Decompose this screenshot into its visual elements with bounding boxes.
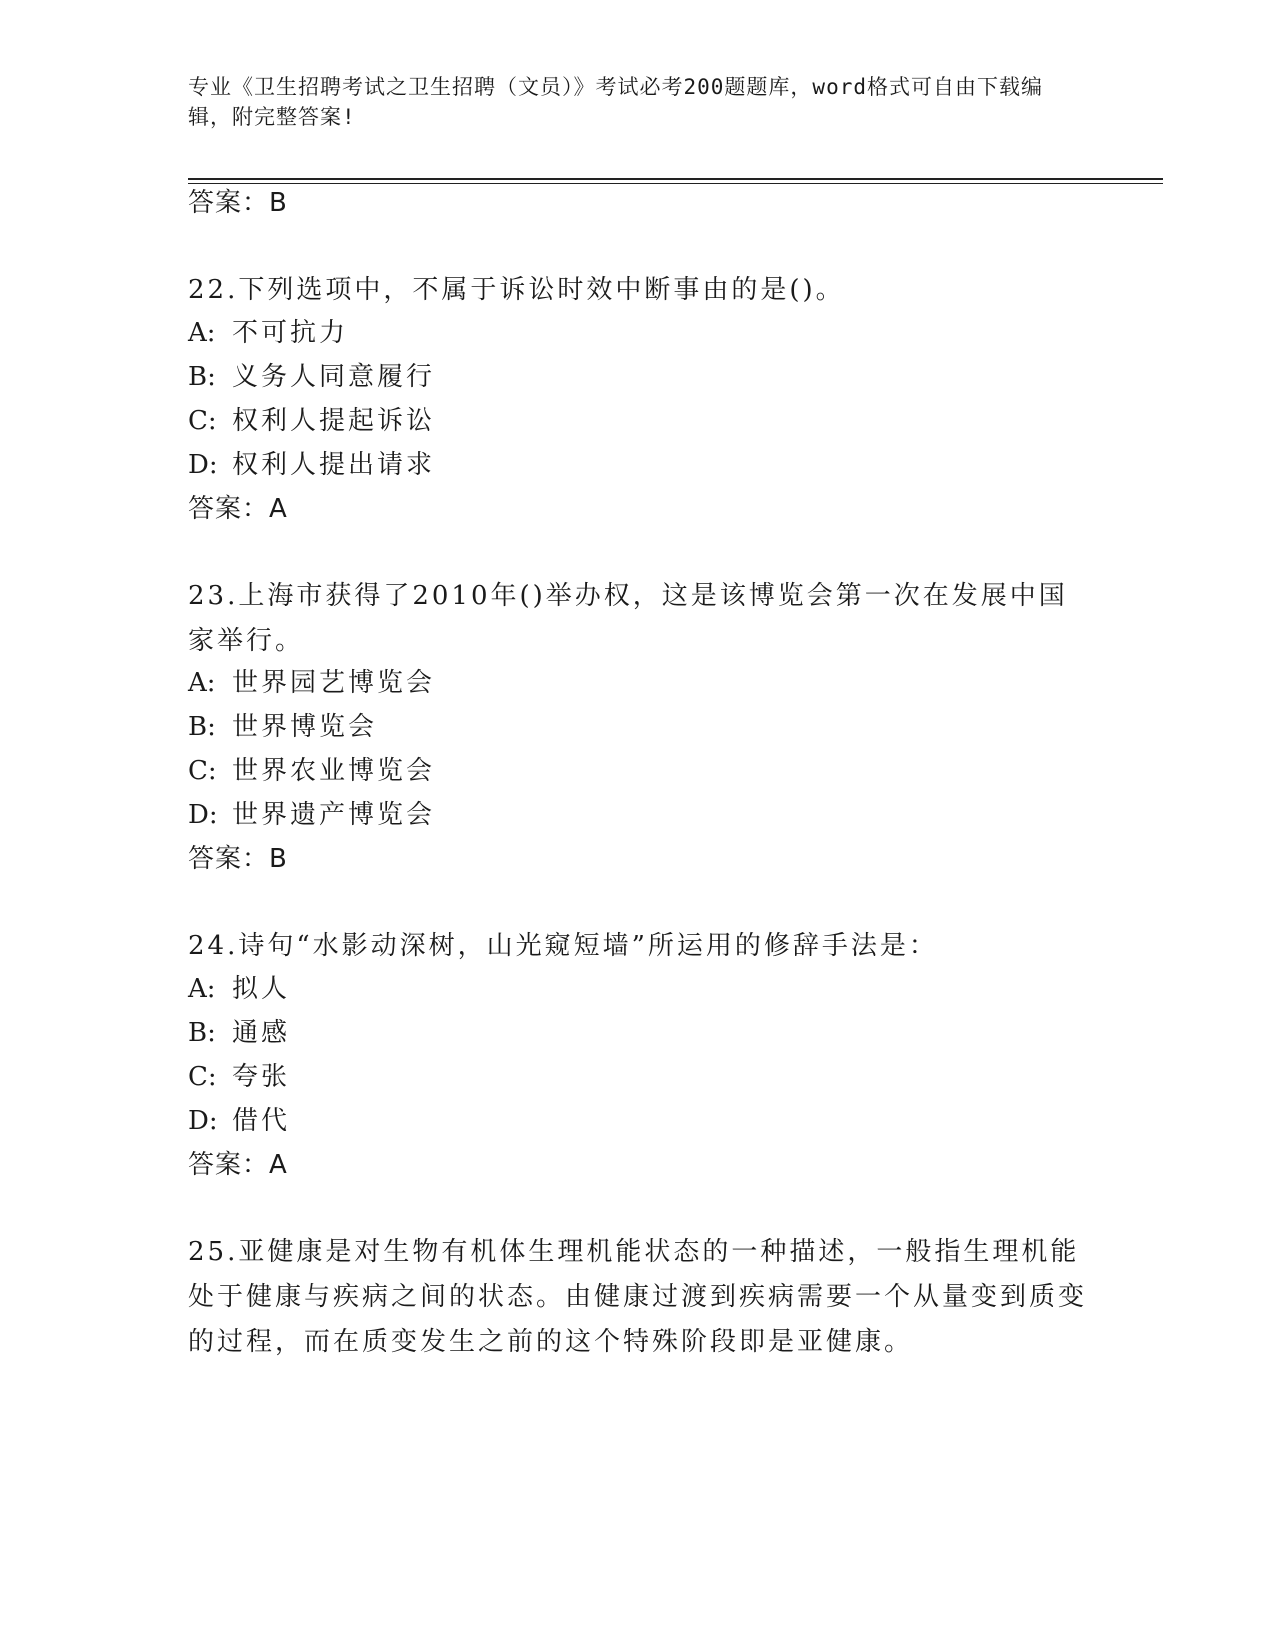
- question-24-option-d: [188, 1104, 290, 1138]
- document-header: 专业《卫生招聘考试之卫生招聘（文员）》考试必考200题题库，word格式可自由下载编辑，附完整答案!: [188, 75, 1043, 129]
- question-24-option-a: [188, 972, 290, 1006]
- option-text: 世界园艺博览会: [232, 668, 436, 698]
- option-text: 权利人提出请求: [232, 450, 436, 480]
- question-23-text: 23.上海市获得了2010年()举办权，这是该博览会第一次在发展中国家举行。: [188, 581, 1068, 656]
- option-text: 通感: [232, 1018, 291, 1048]
- option-text: 不可抗力: [232, 318, 349, 348]
- option-label: C:: [188, 406, 217, 436]
- question-23-option-c: [188, 754, 435, 788]
- option-text: 世界遗产博览会: [232, 800, 436, 830]
- option-text: 夸张: [232, 1062, 291, 1092]
- option-label: B:: [188, 1018, 216, 1048]
- question-22-option-a: [188, 316, 348, 350]
- option-text: 借代: [232, 1106, 291, 1136]
- header-divider-thin: [188, 183, 1163, 184]
- option-text: 世界农业博览会: [232, 756, 436, 786]
- option-label: B:: [188, 712, 216, 742]
- question-23-option-b: [188, 710, 377, 744]
- answer-23: 答案：B: [188, 844, 288, 874]
- option-text: 世界博览会: [232, 712, 378, 742]
- question-24-text: 24.诗句“水影动深树，山光窥短墙”所运用的修辞手法是：: [188, 931, 938, 961]
- option-label: C:: [188, 756, 217, 786]
- question-24-option-b: [188, 1016, 290, 1050]
- question-22-option-b: [188, 360, 435, 394]
- header-divider: [188, 178, 1163, 180]
- option-text: 义务人同意履行: [232, 362, 436, 392]
- question-22-text: 22.下列选项中，不属于诉讼时效中断事由的是()。: [188, 275, 845, 305]
- answer-24: 答案：A: [188, 1150, 288, 1180]
- option-label: D:: [188, 800, 218, 830]
- option-label: A:: [188, 974, 216, 1004]
- option-label: B:: [188, 362, 216, 392]
- option-label: A:: [188, 668, 216, 698]
- question-23-option-a: [188, 666, 435, 700]
- question-24-option-c: [188, 1060, 290, 1094]
- question-25-text: 25.亚健康是对生物有机体生理机能状态的一种描述，一般指生理机能处于健康与疾病之间的状态。由健康过渡到疾病需要一个从量变到质变的过程，而在质变发生之前的这个特殊阶段即是亚健康。: [188, 1237, 1088, 1357]
- option-label: D:: [188, 1106, 218, 1136]
- option-text: 拟人: [232, 974, 291, 1004]
- option-label: D:: [188, 450, 218, 480]
- answer-21: 答案：B: [188, 188, 288, 218]
- question-23-option-d: [188, 798, 435, 832]
- question-22-option-c: [188, 404, 435, 438]
- option-label: C:: [188, 1062, 217, 1092]
- question-22-option-d: [188, 448, 435, 482]
- option-text: 权利人提起诉讼: [232, 406, 436, 436]
- option-label: A:: [188, 318, 216, 348]
- answer-22: 答案：A: [188, 494, 288, 524]
